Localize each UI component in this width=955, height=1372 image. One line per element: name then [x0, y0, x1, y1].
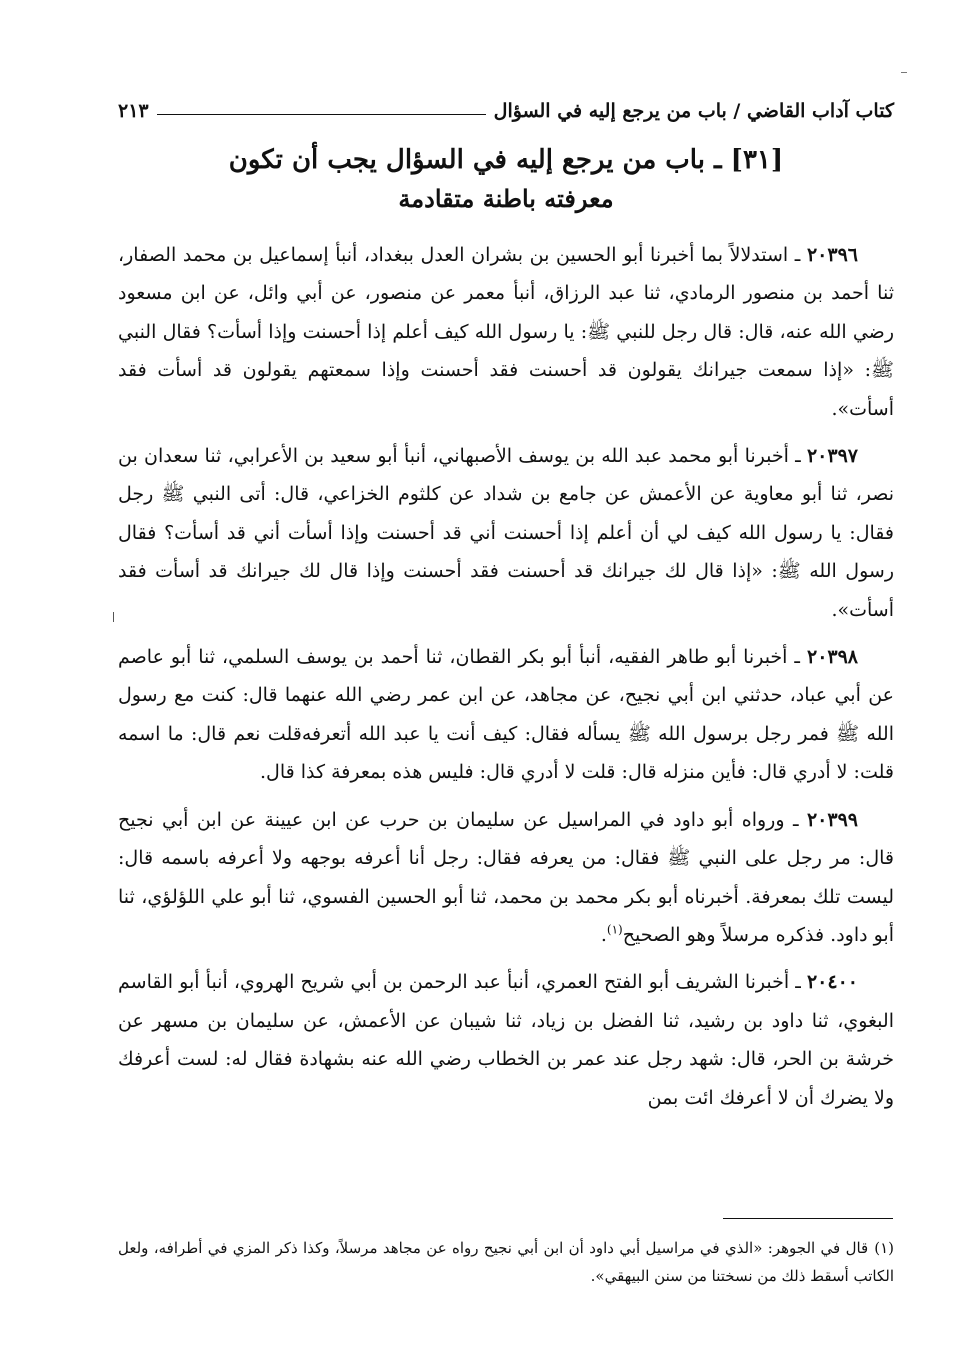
scan-mark	[901, 72, 907, 73]
hadith-text: ـ أخبرنا أبو طاهر الفقيه، أنبأ أبو بكر القطان، ثنا أحمد بن يوسف السلمي، ثنا أبو عاصم عن أبي عباد، حدثني ابن أبي نجيح، عن مجاهد، عن ابن عمر رضي الله عنهما قال: كنت مع رسول الله ﷺ فمر رجل برسول الله ﷺ يسأله فقال: كيف أنت يا عبد الله أتعرفه‌قلت نعم قال: ما اسمه قلت: لا أدري قال: فأين منزله قال: قلت لا أدري قال: فليس هذه بمعرفة كذا قال.	[118, 646, 894, 784]
footnote-rule	[723, 1218, 893, 1219]
hadith-number: ٢٠٣٩٨	[806, 646, 859, 669]
hadith-number: ٢٠٣٩٦	[806, 244, 858, 266]
hadith-paragraph	[118, 437, 894, 629]
hadith-number: ٢٠٣٩٩	[806, 808, 858, 831]
hadith-paragraph	[118, 236, 894, 428]
footnote-label: (١)	[874, 1239, 894, 1257]
chapter-title-line-1: [٣١] ـ باب من يرجع إليه في السؤال يجب أن تكون	[228, 145, 784, 175]
footnote	[118, 1234, 894, 1290]
page-number: ٢١٣	[118, 100, 149, 122]
chapter-title-line-2: معرفته باطنة متقادمة	[398, 184, 614, 213]
footnotes	[118, 1234, 894, 1290]
running-title: كتاب آداب القاضي / باب من يرجع إليه في السؤال	[493, 100, 894, 122]
hadith-number: ٢٠٤٠٠	[806, 971, 858, 994]
hadith-text: ـ استدلالاً بما أخبرنا أبو الحسين بن بشران العدل ببغداد، أنبأ إسماعيل بن محمد الصفار، ثنا أحمد بن منصور الرمادي، ثنا عبد الرزاق، أنبأ معمر عن منصور، عن أبي وائل، عن ابن مسعود رضي الله عنه، قال: قال رجل للنبي ﷺ: يا رسول الله كيف أعلم إذا أحسنت وإذا أسأت؟ فقال النبي ﷺ: «إذا سمعت جيرانك يقولون قد أحسنت فقد أحسنت وإذا سمعتهم يقولون قد أسأت فقد أسأت».	[118, 244, 894, 420]
running-header	[118, 88, 894, 122]
hadith-paragraph	[118, 638, 894, 792]
hadith-text: ـ ورواه أبو داود في المراسيل عن سليمان بن حرب عن ابن عيينة عن ابن أبي نجيح قال: مر رجل على النبي ﷺ فقال: من يعرفه فقال: رجل أنا أعرفه بوجهه ولا أعرفه باسمه قال: ليست تلك بمعرفة. أخبرناه أبو بكر محمد بن محمد، ثنا أبو الحسين الفسوي، ثنا أبو علي اللؤلؤي، ثنا أبو داود. فذكره مرسلاً وهو الصحيح	[118, 808, 894, 946]
hadith-text: ـ أخبرنا الشريف أبو الفتح العمري، أنبأ عبد الرحمن بن أبي شريح الهروي، أنبأ أبو القاسم البغوي، ثنا داود بن رشيد، ثنا الفضل بن زياد، ثنا شيبان عن الأعمش، عن سليمان بن مسهر عن خرشة بن الحر، قال: شهد رجل عند عمر بن الخطاب رضي الله عنه بشهادة فقال له: لست أعرفك ولا يضرك أن لا أعرفك ائت بمن	[118, 971, 894, 1109]
footnote-reference[interactable]: (١)	[606, 922, 623, 937]
hadith-text: ـ أخبرنا أبو محمد عبد الله بن يوسف الأصبهاني، أنبأ أبو سعيد بن الأعرابي، ثنا سعدان بن نصر، ثنا أبو معاوية عن الأعمش عن جامع بن شداد عن كلثوم الخزاعي، قال: أتى النبي ﷺ رجل فقال: يا رسول الله كيف لي أن أعلم إذا أحسنت أني قد أحسنت وإذا أسأت أني قد أسأت؟ فقال رسول الله ﷺ: «إذا قال لك جيرانك قد أحسنت فقد أحسنت وإذا قال لك جيرانك قد أسأت فقد أسأت».	[118, 445, 894, 621]
hadith-paragraph: ٢٠٣٩٩ ـ ورواه أبو داود في المراسيل عن سليمان بن حرب عن ابن عيينة عن ابن أبي نجيح قال: مر رجل على النبي ﷺ فقال: من يعرفه فقال: رجل أنا أعرفه بوجهه ولا أعرفه باسمه قال: ليست تلك بمعرفة. أخبرناه أبو بكر محمد بن محمد، ثنا أبو الحسين الفسوي، ثنا أبو علي اللؤلؤي، ثنا أبو داود. فذكره مرسلاً وهو الصحيح$^{(١)}$.	[118, 808, 894, 946]
scan-mark	[113, 612, 114, 622]
footnote-text: قال في الجوهر: «الذي في مراسيل أبي داود أن ابن أبي نجيح رواه عن مجاهد مرسلاً، وكذا ذكر المزي في أطرافه، ولعل الكاتب أسقط ذلك من نسختنا من سنن البيهقي».	[118, 1239, 894, 1285]
hadith-number: ٢٠٣٩٧	[806, 445, 858, 468]
body-text	[118, 236, 894, 1126]
chapter-heading	[118, 140, 894, 218]
hadith-paragraph	[118, 963, 894, 1117]
header-rule	[157, 114, 486, 115]
